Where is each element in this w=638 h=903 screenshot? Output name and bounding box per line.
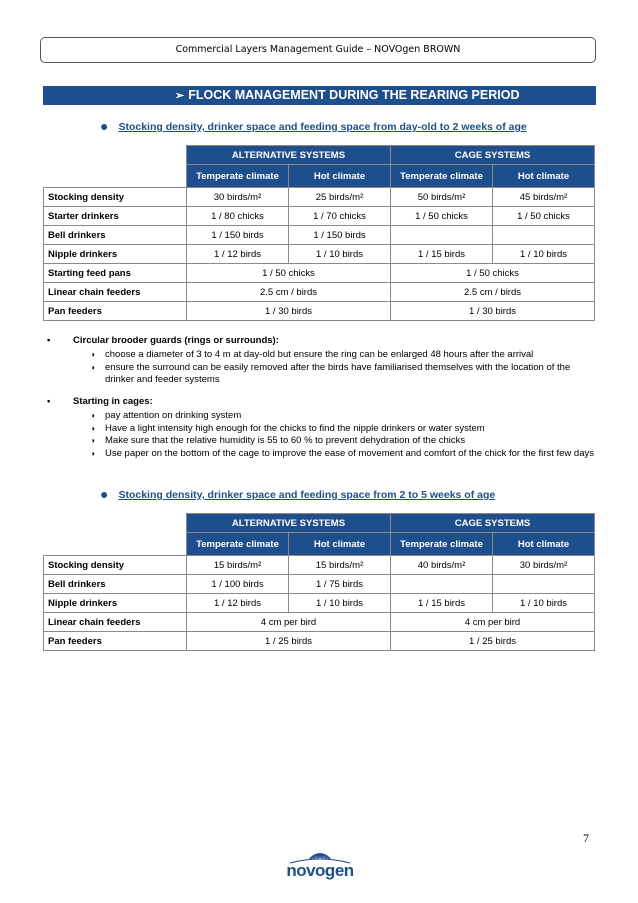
sub-header-temperate: Temperate climate (391, 533, 493, 556)
table-2-to-5-weeks (43, 513, 595, 651)
arrow-bullet-icon: ➢ (175, 90, 185, 102)
brooder-guards-list (43, 335, 596, 387)
table-row (44, 245, 595, 264)
group-header-cage: CAGE SYSTEMS (391, 514, 595, 533)
table-cell: 1 / 30 birds (187, 302, 391, 321)
sub-header-temperate: Temperate climate (187, 533, 289, 556)
bullet-dot-icon: ● (100, 118, 109, 134)
table-cell: 2.5 cm / birds (187, 283, 391, 302)
table-cell (493, 575, 595, 594)
row-label: Starting feed pans (44, 264, 187, 283)
section-title: FLOCK MANAGEMENT DURING THE REARING PERIOD (188, 88, 520, 102)
table-row (44, 188, 595, 207)
sub-header-hot: Hot climate (289, 165, 391, 188)
table-cell: 1 / 10 birds (493, 245, 595, 264)
table-cell: 1 / 50 chicks (391, 264, 595, 283)
list-item: ◗ Use paper on the bottom of the cage to improve the ease of movement and comfort of the chick for the first few days (91, 447, 594, 459)
table-cell: 4 cm per bird (187, 613, 391, 632)
group-header-alternative: ALTERNATIVE SYSTEMS (187, 146, 391, 165)
table-cell: 1 / 25 birds (391, 632, 595, 651)
list-item: ◗ Make sure that the relative humidity is 55 to 60 % to prevent dehydration of the chicks (91, 435, 466, 446)
table-cell: 40 birds/m² (391, 556, 493, 575)
table-cell (391, 226, 493, 245)
bullet-dot-icon: ● (100, 486, 109, 502)
table-cell: 1 / 12 birds (187, 245, 289, 264)
table-cell (391, 575, 493, 594)
page-header: Commercial Layers Management Guide – NOVOgen BROWN (40, 37, 596, 63)
table-row (44, 264, 595, 283)
bullet-dot-icon: • (47, 335, 51, 346)
table-cell: 1 / 10 birds (289, 245, 391, 264)
table-cell: 25 birds/m² (289, 188, 391, 207)
table1-heading (100, 118, 527, 134)
table-row (44, 613, 595, 632)
page-number: 7 (583, 831, 589, 845)
section-title-bar (43, 86, 596, 105)
marker-icon: ◗ (91, 362, 96, 372)
marker-icon: ◗ (91, 436, 96, 445)
table-row (44, 556, 595, 575)
table-cell: 1 / 150 birds (187, 226, 289, 245)
table-cell: 1 / 25 birds (187, 632, 391, 651)
list-title: Circular brooder guards (rings or surrounds): (73, 335, 279, 346)
table-day-old-to-2-weeks (43, 145, 595, 321)
row-label: Nipple drinkers (44, 245, 187, 264)
table-row (44, 632, 595, 651)
table-row (44, 283, 595, 302)
table-row (44, 226, 595, 245)
table-cell (493, 226, 595, 245)
table-cell: 15 birds/m² (289, 556, 391, 575)
table1-heading-text: Stocking density, drinker space and feeding space from day-old to 2 weeks of age (118, 121, 527, 133)
group-header-cage: CAGE SYSTEMS (391, 146, 595, 165)
table-cell: 15 birds/m² (187, 556, 289, 575)
table-cell: 1 / 50 chicks (391, 207, 493, 226)
row-label: Bell drinkers (44, 226, 187, 245)
row-label: Nipple drinkers (44, 594, 187, 613)
list-item: ◗ Have a light intensity high enough for the chicks to find the nipple drinkers or water system (91, 422, 485, 434)
table-row (44, 575, 595, 594)
table-row (44, 207, 595, 226)
table-cell: 4 cm per bird (391, 613, 595, 632)
table-cell: 45 birds/m² (493, 188, 595, 207)
row-label: Linear chain feeders (44, 613, 187, 632)
table-cell: 1 / 75 birds (289, 575, 391, 594)
list-title: Starting in cages: (73, 396, 153, 407)
table2-heading (100, 486, 495, 502)
table-cell: 1 / 10 birds (493, 594, 595, 613)
row-label: Stocking density (44, 188, 187, 207)
marker-icon: ◗ (91, 411, 96, 420)
table-cell: 30 birds/m² (493, 556, 595, 575)
bullet-dot-icon: • (47, 396, 51, 407)
row-label: Stocking density (44, 556, 187, 575)
table-cell: 1 / 50 chicks (187, 264, 391, 283)
row-label: Starter drinkers (44, 207, 187, 226)
row-label: Bell drinkers (44, 575, 187, 594)
marker-icon: ◗ (91, 423, 96, 433)
row-label: Linear chain feeders (44, 283, 187, 302)
starting-in-cages-list (43, 396, 596, 460)
novogen-logo (270, 847, 370, 887)
logo-text: novogen (286, 861, 354, 880)
table-cell: 1 / 80 chicks (187, 207, 289, 226)
table-row (44, 302, 595, 321)
table-cell: 1 / 150 birds (289, 226, 391, 245)
sub-header-hot: Hot climate (289, 533, 391, 556)
sub-header-temperate: Temperate climate (187, 165, 289, 188)
list-item: ◗ ensure the surround can be easily removed after the birds have familiarised themselves with the location of the drinker and feeder systems (91, 361, 571, 385)
marker-icon: ◗ (91, 350, 96, 359)
table-cell: 1 / 50 chicks (493, 207, 595, 226)
row-label: Pan feeders (44, 302, 187, 321)
table-row (44, 594, 595, 613)
group-header-alternative: ALTERNATIVE SYSTEMS (187, 514, 391, 533)
sub-header-temperate: Temperate climate (391, 165, 493, 188)
table-cell: 1 / 15 birds (391, 594, 493, 613)
sub-header-hot: Hot climate (493, 533, 595, 556)
marker-icon: ◗ (91, 448, 96, 458)
sub-header-hot: Hot climate (493, 165, 595, 188)
list-item: ◗ pay attention on drinking system (91, 410, 242, 421)
table-cell: 1 / 10 birds (289, 594, 391, 613)
table-cell: 1 / 70 chicks (289, 207, 391, 226)
table-cell: 2.5 cm / birds (391, 283, 595, 302)
table2-heading-text: Stocking density, drinker space and feeding space from 2 to 5 weeks of age (118, 489, 496, 501)
table-cell: 1 / 100 birds (187, 575, 289, 594)
table-cell: 30 birds/m² (187, 188, 289, 207)
table-cell: 50 birds/m² (391, 188, 493, 207)
table-cell: 1 / 15 birds (391, 245, 493, 264)
table-cell: 1 / 30 birds (391, 302, 595, 321)
list-item: ◗ choose a diameter of 3 to 4 m at day-old but ensure the ring can be enlarged 48 hours after the arrival (91, 349, 534, 360)
table-cell: 1 / 12 birds (187, 594, 289, 613)
row-label: Pan feeders (44, 632, 187, 651)
